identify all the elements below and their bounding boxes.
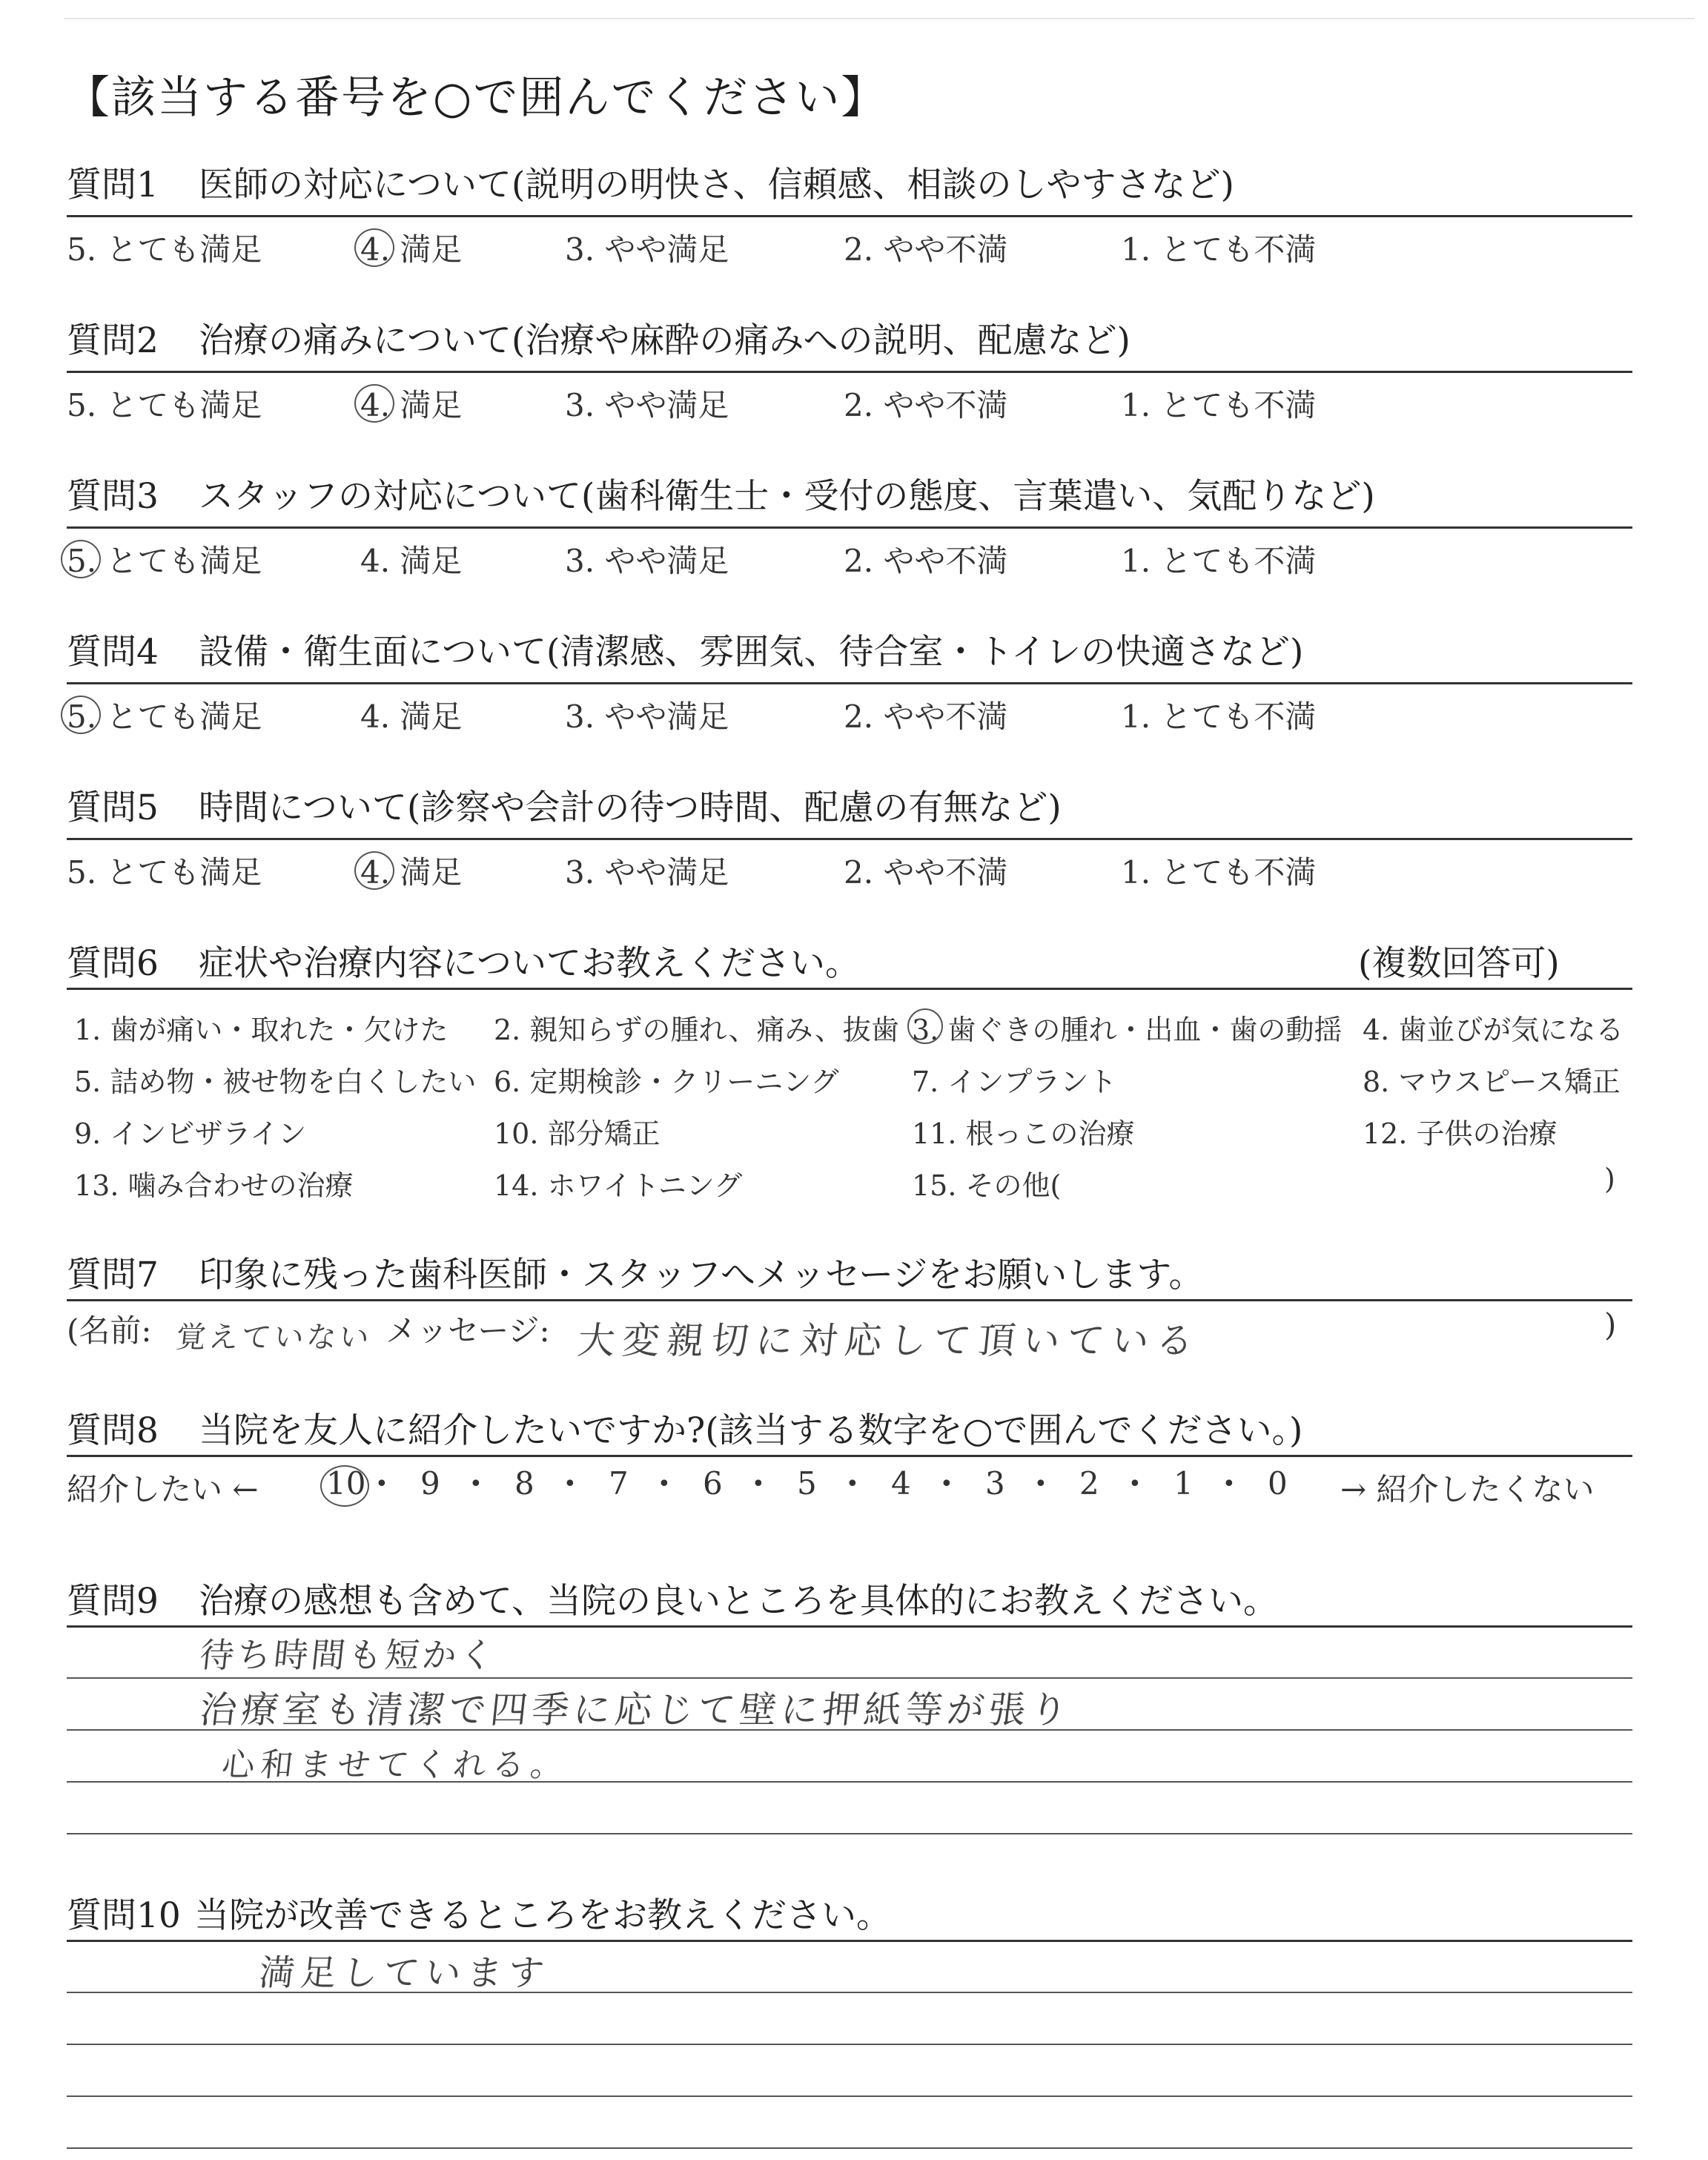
question-text: 設備・衛生面について(清潔感、雰囲気、待合室・トイレの快適さなど) [199, 632, 1304, 673]
question-text: 治療の感想も含めて、当院の良いところを具体的にお教えください。 [199, 1581, 1279, 1622]
recommend-value-8[interactable]: 8 [514, 1465, 534, 1502]
message-close-paren: ) [1604, 1307, 1617, 1343]
name-value[interactable]: 覚えていない [174, 1321, 374, 1355]
scale-separator-dot: • [752, 1471, 765, 1497]
option-3[interactable]: 3. やや満足 [565, 231, 729, 268]
answer-line [67, 1677, 1632, 1679]
scale-separator-dot: • [846, 1471, 859, 1497]
option-2[interactable]: 2. やや不満 [844, 854, 1008, 891]
question-9-rule [67, 1625, 1632, 1628]
q10-answer-line-1[interactable]: 満足しています [256, 1952, 552, 1994]
symptom-option-3[interactable]: 3. 歯ぐきの腫れ・出血・歯の動揺 [912, 1014, 1343, 1046]
option-3[interactable]: 3. やや満足 [565, 698, 729, 735]
question-number: 質問9 [67, 1581, 159, 1622]
q9-answer-line-3[interactable]: 心和ませてくれる。 [219, 1746, 572, 1784]
option-2[interactable]: 2. やや不満 [844, 387, 1008, 423]
option-5[interactable]: 5. とても満足 [67, 543, 262, 579]
question-number: 質問2 [67, 320, 159, 361]
question-3-title [67, 469, 1375, 518]
question-10-rule [67, 1940, 1632, 1942]
recommend-value-7[interactable]: 7 [609, 1465, 629, 1502]
recommend-value-10[interactable]: 10 [326, 1465, 366, 1502]
symptom-option-10[interactable]: 10. 部分矯正 [494, 1117, 661, 1150]
question-number: 質問6 [67, 943, 159, 984]
question-2-title [67, 313, 1131, 363]
recommend-value-4[interactable]: 4 [891, 1465, 911, 1502]
question-5-title [67, 780, 1062, 830]
scale-separator-dot: • [563, 1471, 577, 1497]
form-header: 【該当する番号を○で囲んでください】 [65, 72, 887, 124]
option-1[interactable]: 1. とても不満 [1121, 698, 1317, 735]
option-4[interactable]: 4. 満足 [360, 854, 463, 891]
other-close-paren: ) [1604, 1163, 1615, 1195]
question-text: 印象に残った歯科医師・スタッフへメッセージをお願いします。 [199, 1255, 1204, 1295]
question-6-rule [67, 988, 1632, 990]
scale-separator-dot: • [940, 1471, 953, 1497]
question-4-title [67, 624, 1303, 674]
top-border [64, 18, 1695, 19]
question-8-title [67, 1403, 1302, 1453]
question-8-rule [67, 1455, 1632, 1457]
symptom-option-1[interactable]: 1. 歯が痛い・取れた・欠けた [74, 1014, 448, 1046]
message-value[interactable]: 大変親切に対応して頂いている [575, 1319, 1203, 1362]
question-number: 質問10 [67, 1895, 181, 1936]
question-number: 質問8 [67, 1410, 159, 1451]
question-7-title [67, 1247, 1203, 1297]
recommend-value-1[interactable]: 1 [1174, 1465, 1194, 1502]
multiple-answer-note: (複数回答可) [1358, 943, 1560, 984]
question-7-rule [67, 1299, 1632, 1301]
answer-line [67, 2044, 1632, 2045]
scale-separator-dot: • [658, 1471, 671, 1497]
option-3[interactable]: 3. やや満足 [565, 854, 729, 891]
scale-separator-dot: • [1034, 1471, 1047, 1497]
answer-line [67, 2095, 1632, 2097]
option-5[interactable]: 5. とても満足 [67, 698, 262, 735]
question-6-title [67, 936, 860, 985]
option-4[interactable]: 4. 満足 [360, 698, 463, 735]
symptom-option-12[interactable]: 12. 子供の治療 [1363, 1117, 1558, 1150]
scale-separator-dot: • [469, 1471, 483, 1497]
option-5[interactable]: 5. とても満足 [67, 387, 262, 423]
option-2[interactable]: 2. やや不満 [844, 231, 1008, 268]
option-5[interactable]: 5. とても満足 [67, 854, 262, 891]
question-4-rule [67, 682, 1632, 684]
question-text: スタッフの対応について(歯科衛生士・受付の態度、言葉遣い、気配りなど) [199, 476, 1375, 517]
question-text: 当院を友人に紹介したいですか?(該当する数字を○で囲んでください。) [199, 1410, 1303, 1451]
recommend-value-2[interactable]: 2 [1079, 1465, 1099, 1502]
symptom-option-5[interactable]: 5. 詰め物・被せ物を白くしたい [74, 1066, 477, 1098]
question-number: 質問1 [67, 165, 159, 205]
question-number: 質問7 [67, 1255, 159, 1295]
recommend-value-5[interactable]: 5 [797, 1465, 817, 1502]
scale-separator-dot: • [1222, 1471, 1236, 1497]
q9-answer-line-2[interactable]: 治療室も清潔で四季に応じて壁に押紙等が張り [197, 1688, 1074, 1731]
option-2[interactable]: 2. やや不満 [844, 543, 1008, 579]
option-3[interactable]: 3. やや満足 [565, 543, 729, 579]
option-1[interactable]: 1. とても不満 [1121, 231, 1317, 268]
recommend-value-3[interactable]: 3 [985, 1465, 1005, 1502]
answer-line [67, 1833, 1632, 1834]
question-number: 質問4 [67, 632, 159, 673]
symptom-option-2[interactable]: 2. 親知らずの腫れ、痛み、抜歯 [494, 1014, 899, 1046]
option-3[interactable]: 3. やや満足 [565, 387, 729, 423]
symptom-option-4[interactable]: 4. 歯並びが気になる [1363, 1014, 1624, 1046]
symptom-option-6[interactable]: 6. 定期検診・クリーニング [494, 1066, 839, 1098]
recommend-left-label: 紹介したい ← [67, 1471, 259, 1507]
option-1[interactable]: 1. とても不満 [1121, 854, 1317, 891]
question-text: 症状や治療内容についてお教えください。 [199, 943, 861, 984]
question-1-title [67, 157, 1234, 207]
question-text: 当院が改善できるところをお教えください。 [194, 1895, 891, 1936]
symptom-option-8[interactable]: 8. マウスピース矯正 [1363, 1066, 1621, 1098]
symptom-option-13[interactable]: 13. 噛み合わせの治療 [74, 1169, 354, 1202]
symptom-option-11[interactable]: 11. 根っこの治療 [912, 1117, 1135, 1150]
question-10-title [67, 1888, 891, 1938]
question-text: 医師の対応について(説明の明快さ、信頼感、相談のしやすさなど) [199, 165, 1234, 205]
question-text: 治療の痛みについて(治療や麻酔の痛みへの説明、配慮など) [199, 320, 1131, 361]
option-4[interactable]: 4. 満足 [360, 231, 463, 268]
symptom-option-7[interactable]: 7. インプラント [912, 1066, 1117, 1098]
question-number: 質問5 [67, 787, 159, 828]
scale-separator-dot: • [375, 1471, 388, 1497]
question-5-rule [67, 838, 1632, 840]
scale-separator-dot: • [1128, 1471, 1142, 1497]
recommend-right-label: → 紹介したくない [1340, 1471, 1595, 1507]
option-4[interactable]: 4. 満足 [360, 387, 463, 423]
option-5[interactable]: 5. とても満足 [67, 231, 262, 268]
recommend-value-0[interactable]: 0 [1268, 1465, 1288, 1502]
question-text: 時間について(診察や会計の待つ時間、配慮の有無など) [199, 787, 1062, 828]
message-label: メッセージ: [385, 1312, 550, 1349]
answer-line [67, 2147, 1632, 2149]
name-label: (名前: [67, 1312, 152, 1349]
question-number: 質問3 [67, 476, 159, 517]
symptom-option-9[interactable]: 9. インビザライン [74, 1117, 307, 1150]
option-4[interactable]: 4. 満足 [360, 543, 463, 579]
recommend-value-9[interactable]: 9 [420, 1465, 440, 1502]
q9-answer-line-1[interactable]: 待ち時間も短かく [197, 1635, 499, 1675]
symptom-option-14[interactable]: 14. ホワイトニング [494, 1169, 743, 1202]
symptom-option-15[interactable]: 15. その他( [912, 1169, 1062, 1202]
question-3-rule [67, 526, 1632, 529]
question-2-rule [67, 371, 1632, 373]
question-9-title [67, 1573, 1278, 1623]
option-2[interactable]: 2. やや不満 [844, 698, 1008, 735]
option-1[interactable]: 1. とても不満 [1121, 387, 1317, 423]
question-1-rule [67, 215, 1632, 217]
option-1[interactable]: 1. とても不満 [1121, 543, 1317, 579]
recommend-value-6[interactable]: 6 [703, 1465, 723, 1502]
